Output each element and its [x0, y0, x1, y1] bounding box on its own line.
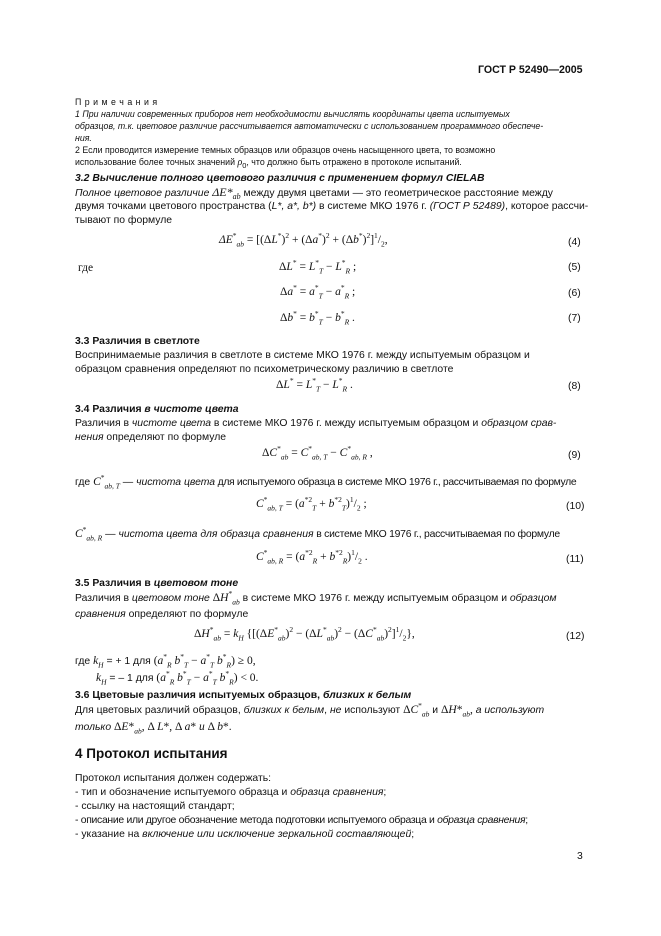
formula-4: $\Delta E^*_{ab} = [(\Delta L^*)^2 + (\Delta a^*)^2 + (\Delta b^*)^2]^1/_2$,	[219, 231, 388, 249]
s33-line-1: Воспринимаемые различия в светлоте в системе МКО 1976 г. между испытуемым образцом и	[75, 350, 530, 361]
eq-number-12: (12)	[566, 631, 585, 642]
eq-number-10: (10)	[566, 501, 585, 512]
s32-para-line-3: тывают по формуле	[75, 215, 173, 226]
note-1-line-3: ния.	[75, 133, 92, 143]
note-1-line-1: 1 При наличии современных приборов нет необходимости вычислять координаты цвета испытуемых	[75, 109, 510, 119]
eq-number-5: (5)	[568, 262, 581, 273]
note-1-line-2: образцов, т.к. цветовое различие рассчитывается автоматически с использованием программного обеспече-	[75, 121, 544, 131]
where-label-1: где	[78, 262, 94, 274]
section-4-title: 4 Протокол испытания	[75, 746, 228, 761]
formula-9: $\Delta C^*_{ab} = C^*_{ab, T} - C^*_{ab, R}$ ,	[262, 444, 373, 462]
eq-number-8: (8)	[568, 381, 581, 392]
section-3-2-title: 3.2 Вычисление полного цветового различия с применением формул CIELAB	[75, 173, 485, 184]
eq-number-6: (6)	[568, 288, 581, 299]
formula-5: $\Delta L^* = L^*_T - L^*_R$ ;	[279, 258, 357, 276]
kh-condition-2: $k_H$ = – 1 для ($a^*_R$ $b^*_T - a^*_T$ $b^*_R) < 0$.	[96, 669, 259, 687]
s33-line-2: образцом сравнения определяют по психометрическому различию в светлоте	[75, 364, 454, 375]
s32-para-line-1: Полное цветовое различие $\Delta E*_{ab}$ между двумя цветами — это геометрическое расстояние между	[75, 185, 553, 202]
note-2-line-1: 2 Если проводится измерение темных образцов или образцов очень насыщенного цвета, то возможно	[75, 145, 496, 155]
s4-item-3: - описание или другое обозначение метода подготовки испытуемого образца и образца сравнения;	[75, 815, 528, 826]
section-3-6-title: 3.6 Цветовые различия испытуемых образцов, близких к белым	[75, 690, 412, 701]
formula-8: $\Delta L^* = L^*_T - L^*_R$ .	[276, 376, 353, 394]
s36-line-2: только $\Delta E*_{ab}$, Δ L*, Δ a* и Δ b*.	[75, 721, 232, 736]
formula-11: $C^*_{ab, R} = (a^{*2}_R + b^{*2}_R)^1/_2$ .	[256, 548, 368, 566]
formula-12: $\Delta H^*_{ab} = k_H$ $\{[(\Delta E^*_{ab})^2 - (\Delta L^*_{ab})^2 - (\Delta C^*_{ab})^2]^1/_2\}$,	[194, 625, 415, 643]
s35-line-2: сравнения определяют по формуле	[75, 609, 249, 620]
kh-condition-1: где $k_H$ = + 1 для ($a^*_R$ $b^*_T - a^*_T$ $b^*_R) \ge 0$,	[75, 652, 256, 670]
note-2-line-2: использование более точных значений $\rho_0$, что должно быть отражено в протоколе испытаний.	[75, 157, 462, 170]
eq-number-4: (4)	[568, 237, 581, 248]
formula-6: $\Delta a^* = a^*_T - a^*_R$ ;	[280, 283, 356, 301]
s34-where-test: где $C^*_{ab, T}$ — чистота цвета для испытуемого образца в системе МКО 1976 г., рассчитываемая по формуле	[75, 473, 577, 491]
s4-item-1: - тип и обозначение испытуемого образца и образца сравнения;	[75, 787, 387, 798]
notes-title: П р и м е ч а н и я	[75, 97, 158, 107]
section-3-3-title: 3.3 Различия в светлоте	[75, 336, 200, 347]
standard-header: ГОСТ Р 52490—2005	[478, 64, 583, 76]
eq-number-7: (7)	[568, 313, 581, 324]
s4-item-4: - указание на включение или исключение зеркальной составляющей;	[75, 829, 415, 840]
s34-line-2: нения определяют по формуле	[75, 432, 227, 443]
eq-number-11: (11)	[566, 554, 584, 565]
s34-line-1: Различия в чистоте цвета в системе МКО 1976 г. между испытуемым образцом и образцом срав-	[75, 418, 557, 429]
s4-intro: Протокол испытания должен содержать:	[75, 773, 272, 784]
s4-item-2: - ссылку на настоящий стандарт;	[75, 801, 235, 812]
formula-7: $\Delta b^* = b^*_T - b^*_R$ .	[280, 309, 355, 327]
s36-line-1: Для цветовых различий образцов, близких к белым, не используют $\Delta C^*_{ab}$ и $\Delta H*_{ab}$, а используют	[75, 701, 545, 719]
eq-number-9: (9)	[568, 450, 581, 461]
s35-line-1: Различия в цветовом тоне $\Delta H^*_{ab}$ в системе МКО 1976 г. между испытуемым образцом и образцом	[75, 589, 557, 607]
section-3-5-title: 3.5 Различия в цветовом тоне	[75, 578, 239, 589]
section-3-4-title: 3.4 Различия в чистоте цвета	[75, 404, 239, 415]
s34-where-ref: $C^*_{ab, R}$ — чистота цвета для образца сравнения в системе МКО 1976 г., рассчитываемая по формуле	[75, 525, 560, 543]
formula-10: $C^*_{ab, T} = (a^{*2}_T + b^{*2}_T)^1/_2$ ;	[256, 495, 367, 513]
page-number: 3	[577, 851, 583, 862]
s32-para-line-2: двумя точками цветового пространства (L*, a*, b*) в системе МКО 1976 г. (ГОСТ Р 52489), которое рассчи-	[75, 201, 589, 212]
